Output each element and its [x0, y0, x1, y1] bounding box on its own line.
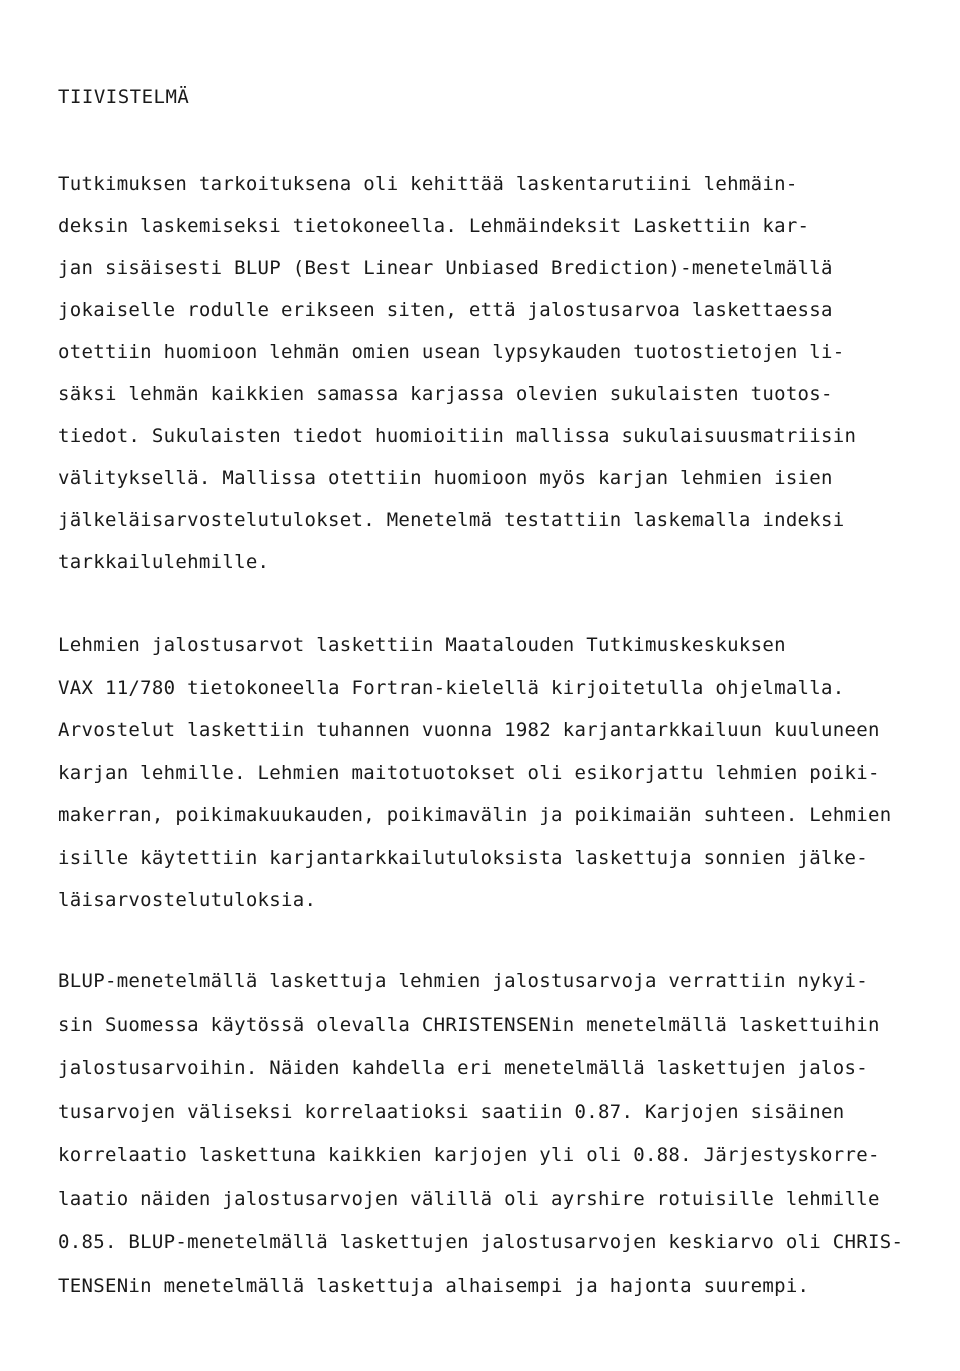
paragraph-line: BLUP-menetelmällä laskettuja lehmien jalostusarvoja verrattiin nykyi-	[58, 970, 868, 992]
paragraph-line: tiedot. Sukulaisten tiedot huomioitiin mallissa sukulaisuusmatriisin	[58, 425, 857, 447]
paragraph-line: karjan lehmille. Lehmien maitotuotokset oli esikorjattu lehmien poiki-	[58, 761, 880, 784]
paragraph-line: makerran, poikimakuukauden, poikimavälin ja poikimaiän suhteen. Lehmien	[58, 804, 892, 826]
paragraph-line: isille käytettiin karjantarkkailutuloksista laskettuja sonnien jälke-	[58, 846, 868, 869]
paragraph-line: jalostusarvoihin. Näiden kahdella eri menetelmällä laskettujen jalos-	[58, 1057, 868, 1079]
paragraph-line: otettiin huomioon lehmän omien usean lypsykauden tuotostietojen li-	[58, 341, 845, 363]
paragraph-3	[58, 960, 948, 1308]
paragraph-2	[58, 624, 948, 922]
page-title: TIIVISTELMÄ	[58, 86, 190, 108]
paragraph-line: jälkeläisarvostelutulokset. Menetelmä testattiin laskemalla indeksi	[58, 509, 845, 531]
paragraph-line: TENSENin menetelmällä laskettuja alhaisempi ja hajonta suurempi.	[58, 1274, 810, 1297]
paragraph-line: Lehmien jalostusarvot laskettiin Maatalouden Tutkimuskeskuksen	[58, 634, 786, 656]
paragraph-line: Arvostelut laskettiin tuhannen vuonna 1982 karjantarkkailuun kuuluneen	[58, 719, 880, 741]
paragraph-line: sin Suomessa käytössä olevalla CHRISTENSENin menetelmällä laskettuihin	[58, 1013, 880, 1036]
paragraph-line: Tutkimuksen tarkoituksena oli kehittää laskentarutiini lehmäin-	[58, 173, 798, 195]
paragraph-line: tusarvojen väliseksi korrelaatioksi saatiin 0.87. Karjojen sisäinen	[58, 1100, 845, 1123]
paragraph-line: 0.85. BLUP-menetelmällä laskettujen jalostusarvojen keskiarvo oli CHRIS-	[58, 1231, 904, 1253]
paragraph-line: jokaiselle rodulle erikseen siten, että jalostusarvoa laskettaessa	[58, 299, 833, 321]
paragraph-line: läisarvostelutuloksia.	[58, 889, 317, 911]
paragraph-1	[58, 163, 948, 583]
paragraph-line: tarkkailulehmille.	[58, 551, 270, 573]
paragraph-line: välityksellä. Mallissa otettiin huomioon myös karjan lehmien isien	[58, 467, 833, 489]
paragraph-line: jan sisäisesti BLUP (Best Linear Unbiased Brediction)-menetelmällä	[58, 257, 833, 279]
paragraph-line: laatio näiden jalostusarvojen välillä oli ayrshire rotuisille lehmille	[58, 1187, 880, 1210]
paragraph-line: säksi lehmän kaikkien samassa karjassa olevien sukulaisten tuotos-	[58, 383, 833, 405]
paragraph-line: deksin laskemiseksi tietokoneella. Lehmäindeksit Laskettiin kar-	[58, 215, 810, 237]
paragraph-line: VAX 11/780 tietokoneella Fortran-kielellä kirjoitetulla ohjelmalla.	[58, 676, 845, 699]
paragraph-line: korrelaatio laskettuna kaikkien karjojen yli oli 0.88. Järjestyskorre-	[58, 1144, 880, 1166]
